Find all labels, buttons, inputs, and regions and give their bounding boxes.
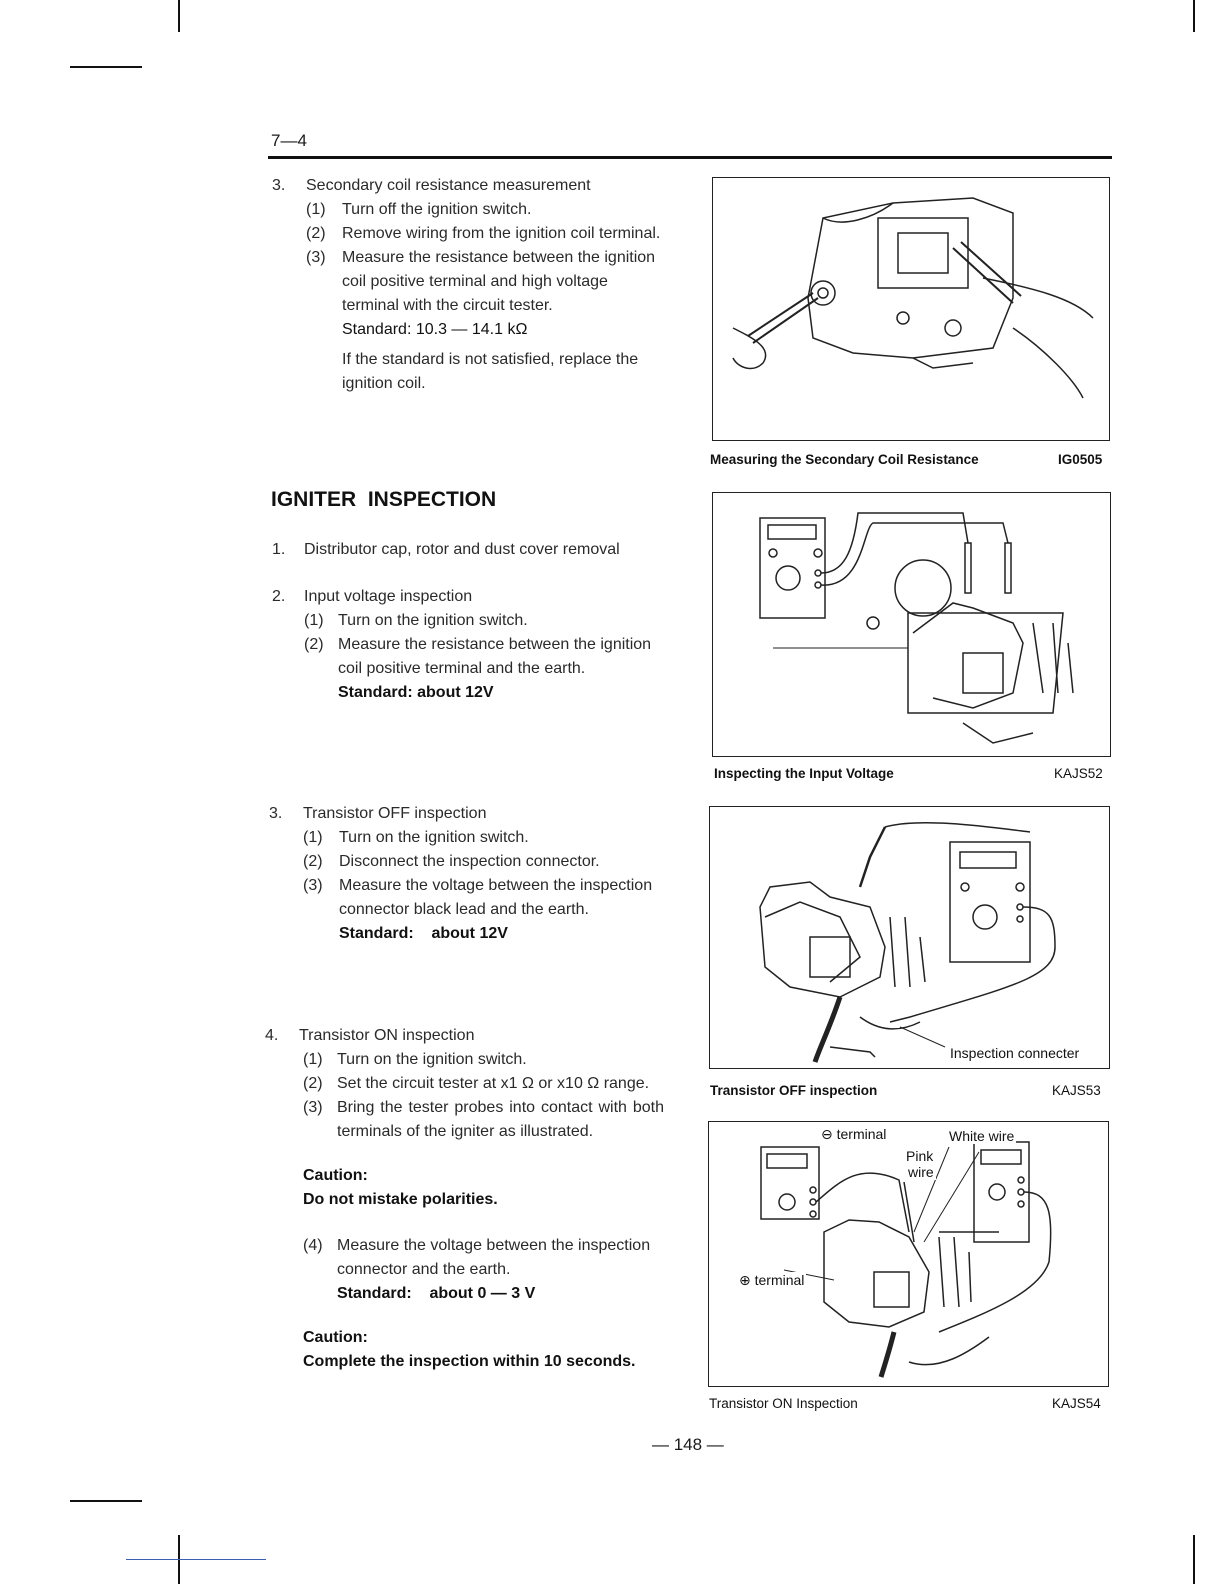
inspection-connector-label: Inspection connecter xyxy=(950,1045,1080,1061)
transistor-off-title: Transistor OFF inspection xyxy=(303,805,487,822)
igniter-item-1: 1. Distributor cap, rotor and dust cover removal xyxy=(272,541,620,558)
transistor-on-step-1: (1) Turn on the ignition switch. xyxy=(303,1051,527,1068)
crop-mark-top-left xyxy=(178,0,180,32)
secondary-title: Secondary coil resistance measurement xyxy=(306,177,591,194)
transistor-on-standard: Standard: about 0 — 3 V xyxy=(337,1285,536,1302)
figure-3-caption: Transistor OFF inspection xyxy=(710,1083,878,1098)
crop-mark-bottom-line xyxy=(126,1559,266,1560)
transistor-on-step-4: (4) Measure the voltage between the inspection connector and the earth. xyxy=(303,1237,651,1278)
caution-2-title: Caution: xyxy=(303,1329,368,1346)
transistor-off-step-2: (2) Disconnect the inspection connector. xyxy=(303,853,600,870)
caution-2-text: Complete the inspection within 10 seconds. xyxy=(303,1353,636,1370)
negative-terminal-label: ⊖ terminal xyxy=(821,1126,887,1142)
crop-mark-left-top xyxy=(70,66,142,68)
transistor-off-step-3: (3) Measure the voltage between the inspection connector black lead and the earth. xyxy=(303,877,653,918)
pink-wire-label-2: wire xyxy=(908,1164,934,1180)
input-voltage-title: Input voltage inspection xyxy=(304,588,473,605)
caution-1-title: Caution: xyxy=(303,1167,368,1184)
crop-mark-bottom-right xyxy=(1193,1535,1195,1584)
figure-transistor-off xyxy=(709,806,1110,1069)
caution-1-text: Do not mistake polarities. xyxy=(303,1191,498,1208)
figure-input-voltage xyxy=(712,492,1111,757)
input-voltage-step-1: (1) Turn on the ignition switch. xyxy=(304,612,528,629)
input-voltage-standard: Standard: about 12V xyxy=(338,684,494,701)
igniter-heading: IGNITER INSPECTION xyxy=(271,488,497,511)
figure-4-caption: Transistor ON Inspection xyxy=(709,1396,858,1411)
transistor-on-title: Transistor ON inspection xyxy=(299,1027,475,1044)
page-number: — 148 — xyxy=(652,1435,724,1454)
figure-1-caption: Measuring the Secondary Coil Resistance xyxy=(710,452,979,467)
secondary-step-1: (1) Turn off the ignition switch. xyxy=(306,201,532,218)
input-voltage-step-2: (2) Measure the resistance between the ignition coil positive terminal and the earth. xyxy=(304,636,652,677)
figure-2-code: KAJS52 xyxy=(1054,766,1103,781)
igniter-item-3: 3. Transistor OFF inspection (1) Turn on the ignition switch. (2) Disconnect the inspection connector. (3) Measure the voltage between the inspection connector black lead and the earth. Standard: about 12V xyxy=(269,802,664,946)
secondary-standard: Standard: 10.3 — 14.1 kΩ xyxy=(342,321,528,338)
figure-1-code: IG0505 xyxy=(1058,452,1103,467)
transistor-off-step-1: (1) Turn on the ignition switch. xyxy=(303,829,529,846)
secondary-step-2: (2) Remove wiring from the ignition coil terminal. xyxy=(306,225,661,242)
figure-3-code: KAJS53 xyxy=(1052,1083,1101,1098)
figure-secondary-coil xyxy=(712,177,1110,441)
section-number: 7—4 xyxy=(271,131,307,150)
positive-terminal-label: ⊕ terminal xyxy=(739,1272,805,1288)
igniter-item-2: 2. Input voltage inspection (1) Turn on the ignition switch. (2) Measure the resistance between the ignition coil positive terminal and the earth. Standard: about 12V xyxy=(272,585,664,705)
crop-mark-top-right xyxy=(1193,0,1195,32)
figure-transistor-on xyxy=(708,1121,1109,1387)
igniter-item-4: 4. Transistor ON inspection (1) Turn on the ignition switch. (2) Set the circuit tester at x1 Ω or x10 Ω range. (3) Bring the tester probes into contact with both terminals of the igniter as illustrated. Caution: Do not mistake polarities. (4) Measure the voltage between the inspection connector and the earth. Standard: about 0 — 3 V Caution: Complete the inspection within 10 seconds. xyxy=(265,1024,664,1374)
transistor-off-standard: Standard: about 12V xyxy=(339,925,508,942)
crop-mark-left-bottom xyxy=(70,1500,142,1502)
pink-wire-label-1: Pink xyxy=(906,1148,934,1164)
header-rule xyxy=(268,156,1112,159)
white-wire-label: White wire xyxy=(949,1128,1015,1144)
secondary-step-3: (3) Measure the resistance between the ignition coil positive terminal and high voltage terminal with the circuit tester. xyxy=(306,249,656,314)
secondary-num: 3. xyxy=(272,177,286,194)
transistor-off-illustration xyxy=(710,807,1109,1068)
transistor-on-step-3: (3) Bring the tester probes into contact with both terminals of the igniter as illustrated. xyxy=(303,1099,664,1140)
figure-2-caption: Inspecting the Input Voltage xyxy=(714,766,894,781)
secondary-section xyxy=(272,174,664,396)
figure-4-code: KAJS54 xyxy=(1052,1396,1101,1411)
secondary-note: If the standard is not satisfied, replace the ignition coil. xyxy=(342,351,639,392)
distributor-probe-illustration xyxy=(713,178,1109,440)
tester-distributor-illustration xyxy=(713,493,1110,756)
transistor-on-step-2: (2) Set the circuit tester at x1 Ω or x10 Ω range. xyxy=(303,1075,650,1092)
